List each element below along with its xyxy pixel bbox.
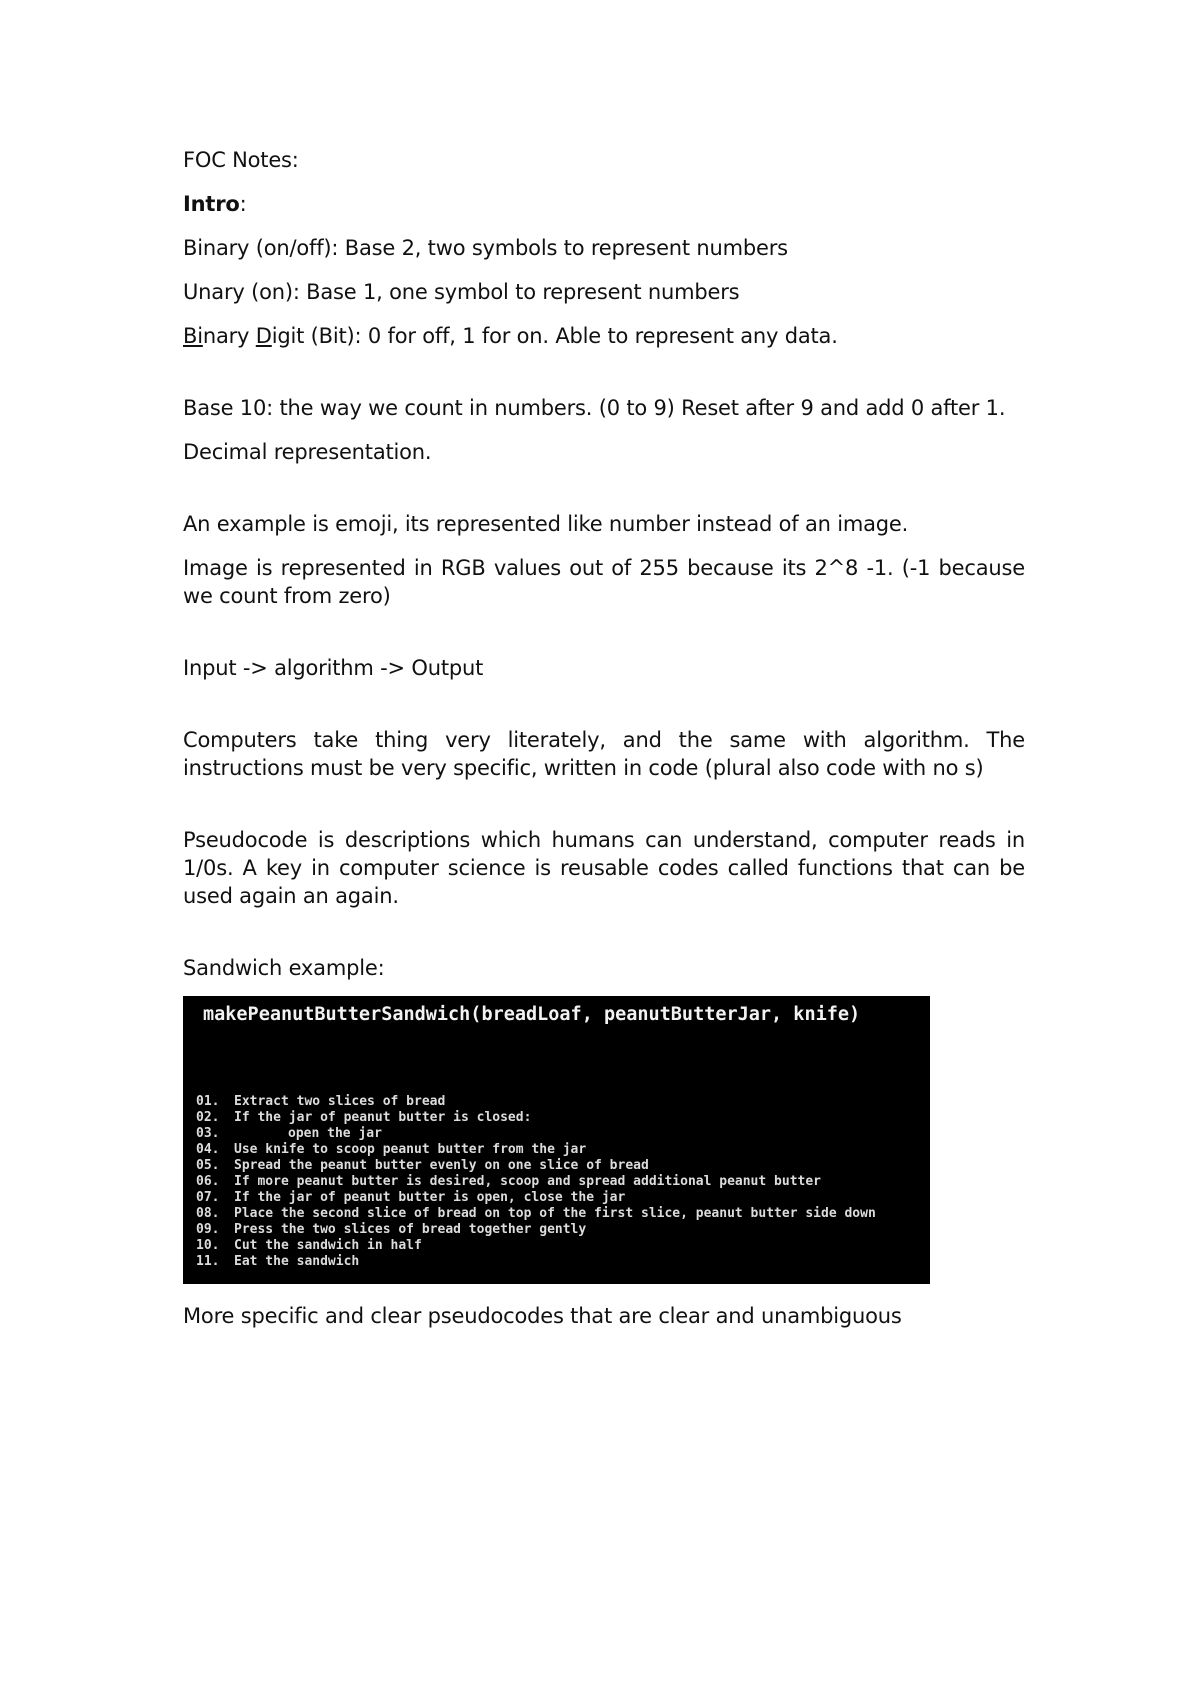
code-line-text: Press the two slices of bread together gently: [234, 1222, 587, 1237]
pseudocode-note: Pseudocode is descriptions which humans can understand, computer reads in 1/0s. A key in computer science is reusable codes called functions that can be used again an again.: [183, 828, 1025, 908]
base10-note: Base 10: the way we count in numbers. (0 to 9) Reset after 9 and add 0 after 1.: [183, 396, 1006, 420]
code-line-number: 10.: [196, 1238, 220, 1253]
code-line: [196, 1238, 876, 1254]
code-line-number: 04.: [196, 1142, 220, 1157]
code-line: [196, 1222, 876, 1238]
code-line: [196, 1174, 876, 1190]
code-line: [196, 1142, 876, 1158]
code-title: makePeanutButterSandwich(breadLoaf, peanutButterJar, knife): [203, 1004, 861, 1025]
unary-note: Unary (on): Base 1, one symbol to represent numbers: [183, 280, 740, 304]
pseudocode-screenshot: [183, 996, 930, 1284]
code-line-text: Extract two slices of bread: [234, 1094, 446, 1109]
code-line-text: If the jar of peanut butter is open, close the jar: [234, 1190, 626, 1205]
code-line: [196, 1126, 876, 1142]
code-line-number: 09.: [196, 1222, 220, 1237]
code-line: [196, 1110, 876, 1126]
image-rgb-note: Image is represented in RGB values out of 255 because its 2^8 -1. (-1 because we count from zero): [183, 556, 1025, 608]
code-line: [196, 1254, 876, 1270]
code-line-number: 01.: [196, 1094, 220, 1109]
code-line-text: open the jar: [288, 1126, 382, 1141]
code-line-number: 07.: [196, 1190, 220, 1205]
code-line-text: Place the second slice of bread on top of the first slice, peanut butter side down: [234, 1206, 876, 1221]
code-line-text: If the jar of peanut butter is closed:: [234, 1110, 532, 1125]
code-line-text: Spread the peanut butter evenly on one slice of bread: [234, 1158, 649, 1173]
document-body: [183, 146, 1025, 1346]
code-line: [196, 1094, 876, 1110]
bit-note: [183, 322, 1025, 350]
code-lines: [196, 1094, 876, 1270]
code-line-number: 02.: [196, 1110, 220, 1125]
computers-note: Computers take thing very literately, and the same with algorithm. The instructions must be very specific, written in code (plural also code with no s): [183, 728, 1025, 780]
code-line-text: Cut the sandwich in half: [234, 1238, 422, 1253]
code-line-text: Eat the sandwich: [234, 1254, 360, 1269]
code-line-text: If more peanut butter is desired, scoop and spread additional peanut butter: [234, 1174, 821, 1189]
bit-text-nary: nary: [202, 324, 256, 348]
page-title: FOC Notes:: [183, 148, 299, 172]
code-line-number: 05.: [196, 1158, 220, 1173]
binary-note: Binary (on/off): Base 2, two symbols to represent numbers: [183, 236, 788, 260]
bit-text-rest: igit (Bit): 0 for off, 1 for on. Able to represent any data.: [271, 324, 838, 348]
intro-heading: [183, 190, 1025, 218]
code-line: [196, 1206, 876, 1222]
intro-colon: :: [239, 192, 247, 216]
emoji-note: An example is emoji, its represented like number instead of an image.: [183, 512, 909, 536]
code-line: [196, 1158, 876, 1174]
code-line-number: 11.: [196, 1254, 220, 1269]
code-line-text: Use knife to scoop peanut butter from the jar: [234, 1142, 587, 1157]
code-line-number: 06.: [196, 1174, 220, 1189]
code-line: [196, 1190, 876, 1206]
closing-note: More specific and clear pseudocodes that are clear and unambiguous: [183, 1304, 902, 1328]
code-line-number: 08.: [196, 1206, 220, 1221]
bit-underline-bi: Bi: [183, 324, 203, 348]
decimal-note: Decimal representation.: [183, 440, 432, 464]
intro-label: Intro: [183, 192, 240, 216]
bit-underline-d: D: [255, 324, 272, 348]
io-note: Input -> algorithm -> Output: [183, 656, 484, 680]
sandwich-label: Sandwich example:: [183, 956, 385, 980]
code-line-number: 03.: [196, 1126, 220, 1141]
